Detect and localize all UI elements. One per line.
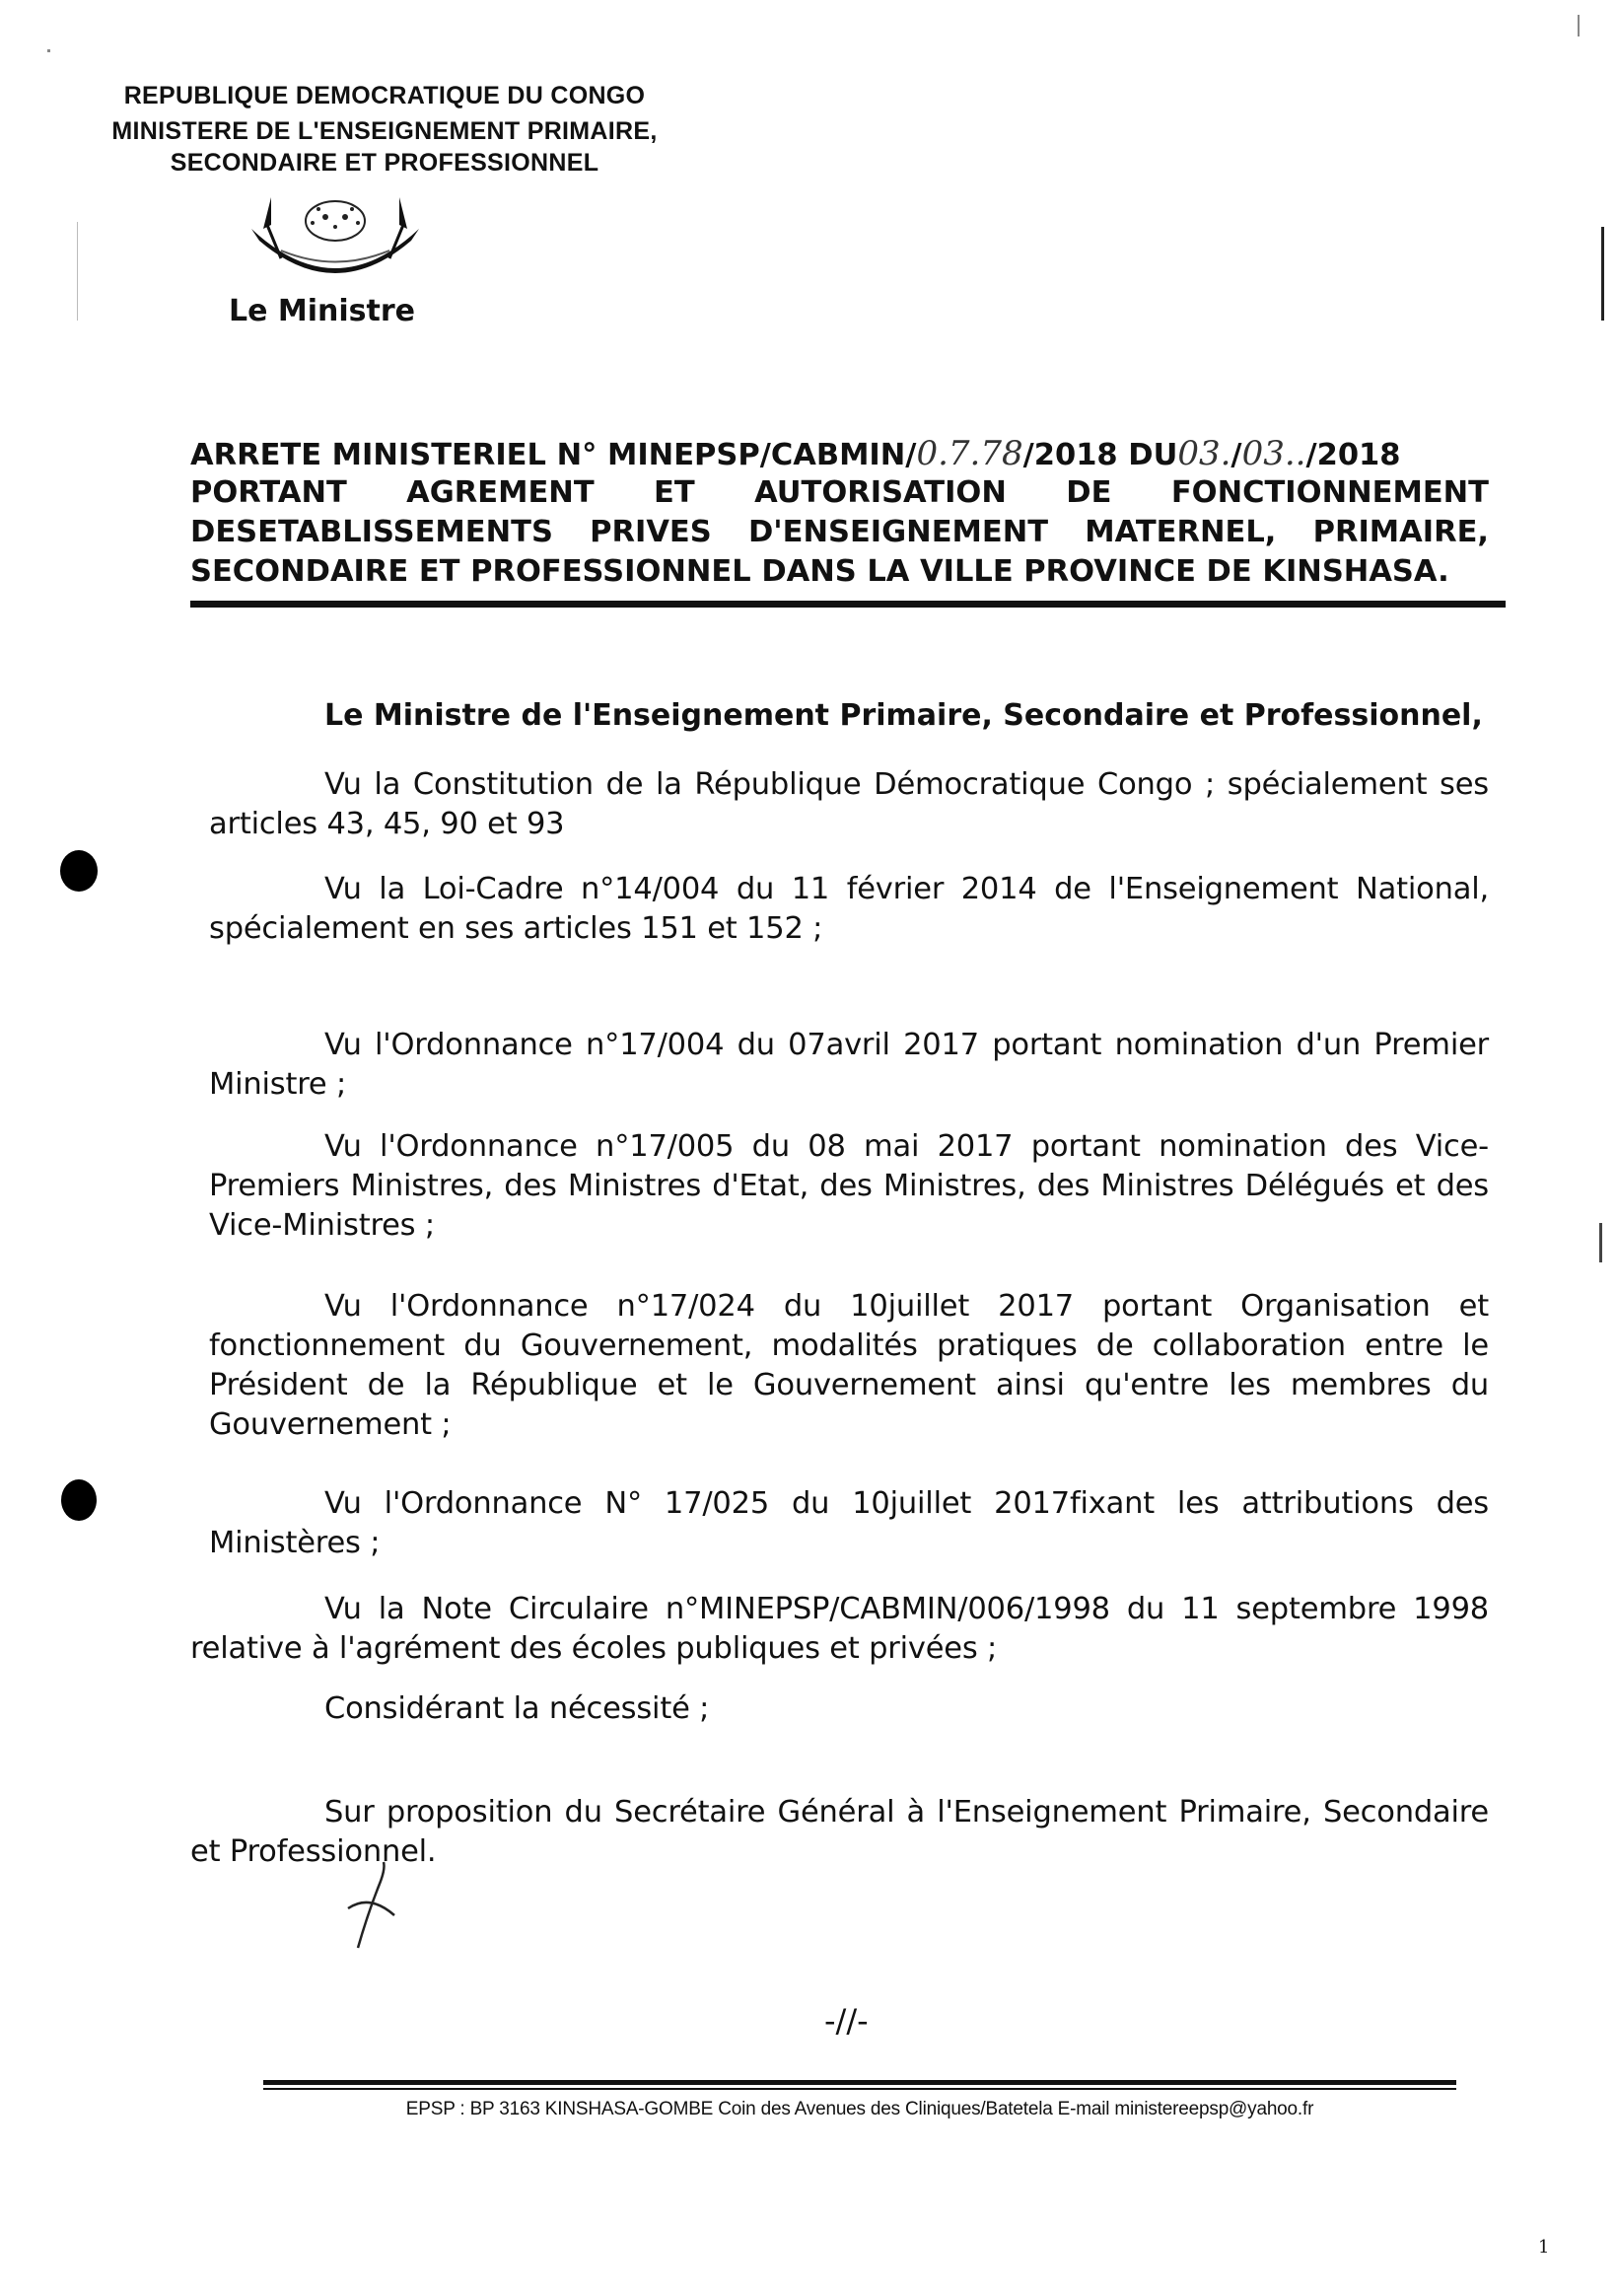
- scan-mark: [1599, 1223, 1602, 1262]
- title-line-4: SECONDAIRE ET PROFESSIONNEL DANS LA VILLE PROVINCE DE KINSHASA.: [190, 554, 1449, 589]
- scan-mark: [1601, 227, 1604, 321]
- scan-mark: [1578, 15, 1580, 36]
- header-ministry-cont: SECONDAIRE ET PROFESSIONNEL: [170, 149, 599, 177]
- margin-mark: 1: [1538, 2237, 1550, 2258]
- footer-address: EPSP : BP 3163 KINSHASA-GOMBE Coin des Avenues des Cliniques/Batetela E-mail ministereepsp@yahoo.fr: [405, 2099, 1314, 2119]
- title-sep: /: [1230, 438, 1242, 472]
- scan-mark: [77, 222, 78, 321]
- paragraph-ordonnance-attributions: Vu l'Ordonnance N° 17/025 du 10juillet 2017fixant les attributions des Ministères ;: [209, 1486, 1489, 1560]
- footer-rule-thin: [263, 2088, 1456, 2090]
- minister-label: Le Ministre: [229, 294, 416, 328]
- title-prefix: ARRETE MINISTERIEL N° MINEPSP/CABMIN/: [190, 438, 917, 472]
- title-line-2: PORTANT AGREMENT ET AUTORISATION DE FONCTIONNEMENT: [190, 475, 1489, 510]
- coat-of-arms-emblem: [242, 189, 429, 288]
- paragraph-constitution: Vu la Constitution de la République Démocratique Congo ; spécialement ses articles 43, 45, 90 et 93: [209, 767, 1489, 841]
- scan-mark: [47, 49, 50, 52]
- paragraph-ordonnance-premier-ministre: Vu l'Ordonnance n°17/004 du 07avril 2017 portant nomination d'un Premier Ministre ;: [209, 1028, 1489, 1102]
- header-country: REPUBLIQUE DEMOCRATIQUE DU CONGO: [123, 82, 646, 109]
- paragraph-proposition: Sur proposition du Secrétaire Général à l'Enseignement Primaire, Secondaire et Professionnel.: [190, 1795, 1489, 1869]
- title-line-3: DESETABLISSEMENTS PRIVES D'ENSEIGNEMENT MATERNEL, PRIMAIRE,: [190, 515, 1489, 549]
- punch-hole-top: [60, 850, 98, 892]
- page-continuation-mark: -//-: [824, 2002, 869, 2040]
- handwritten-month: 03..: [1241, 434, 1306, 473]
- title-mid: /2018 DU: [1022, 438, 1178, 472]
- paragraph-ordonnance-ministres: Vu l'Ordonnance n°17/005 du 08 mai 2017 portant nomination des Vice-Premiers Ministres, des Ministres d'Etat, des Ministres, des Ministres Délégués et des Vice-Ministres ;: [209, 1129, 1489, 1243]
- paragraph-note-circulaire: Vu la Note Circulaire n°MINEPSP/CABMIN/006/1998 du 11 septembre 1998 relative à l'agrément des écoles publiques et privées ;: [190, 1592, 1489, 1666]
- title-line-1: [190, 434, 1489, 475]
- paragraph-ordonnance-gouvernement: Vu l'Ordonnance n°17/024 du 10juillet 2017 portant Organisation et fonctionnement du Gouvernement, modalités pratiques de collaboration entre le Président de la République et le Gouvernement ainsi qu'entre les membres du Gouvernement ;: [209, 1289, 1489, 1442]
- title-suffix: /2018: [1305, 438, 1401, 472]
- preamble: Le Ministre de l'Enseignement Primaire, Secondaire et Professionnel,: [324, 698, 1483, 733]
- handwritten-day: 03.: [1177, 434, 1231, 473]
- title-underline: [190, 601, 1506, 608]
- paragraph-loi-cadre: Vu la Loi-Cadre n°14/004 du 11 février 2014 de l'Enseignement National, spécialement en ses articles 151 et 152 ;: [209, 872, 1489, 946]
- handwritten-initial: [340, 1854, 409, 1953]
- footer-rule: [263, 2080, 1456, 2085]
- header-ministry: MINISTERE DE L'ENSEIGNEMENT PRIMAIRE,: [111, 117, 658, 145]
- handwritten-number: 0.7.78: [916, 434, 1023, 473]
- punch-hole-bottom: [61, 1479, 97, 1521]
- paragraph-considerant: Considérant la nécessité ;: [324, 1691, 710, 1726]
